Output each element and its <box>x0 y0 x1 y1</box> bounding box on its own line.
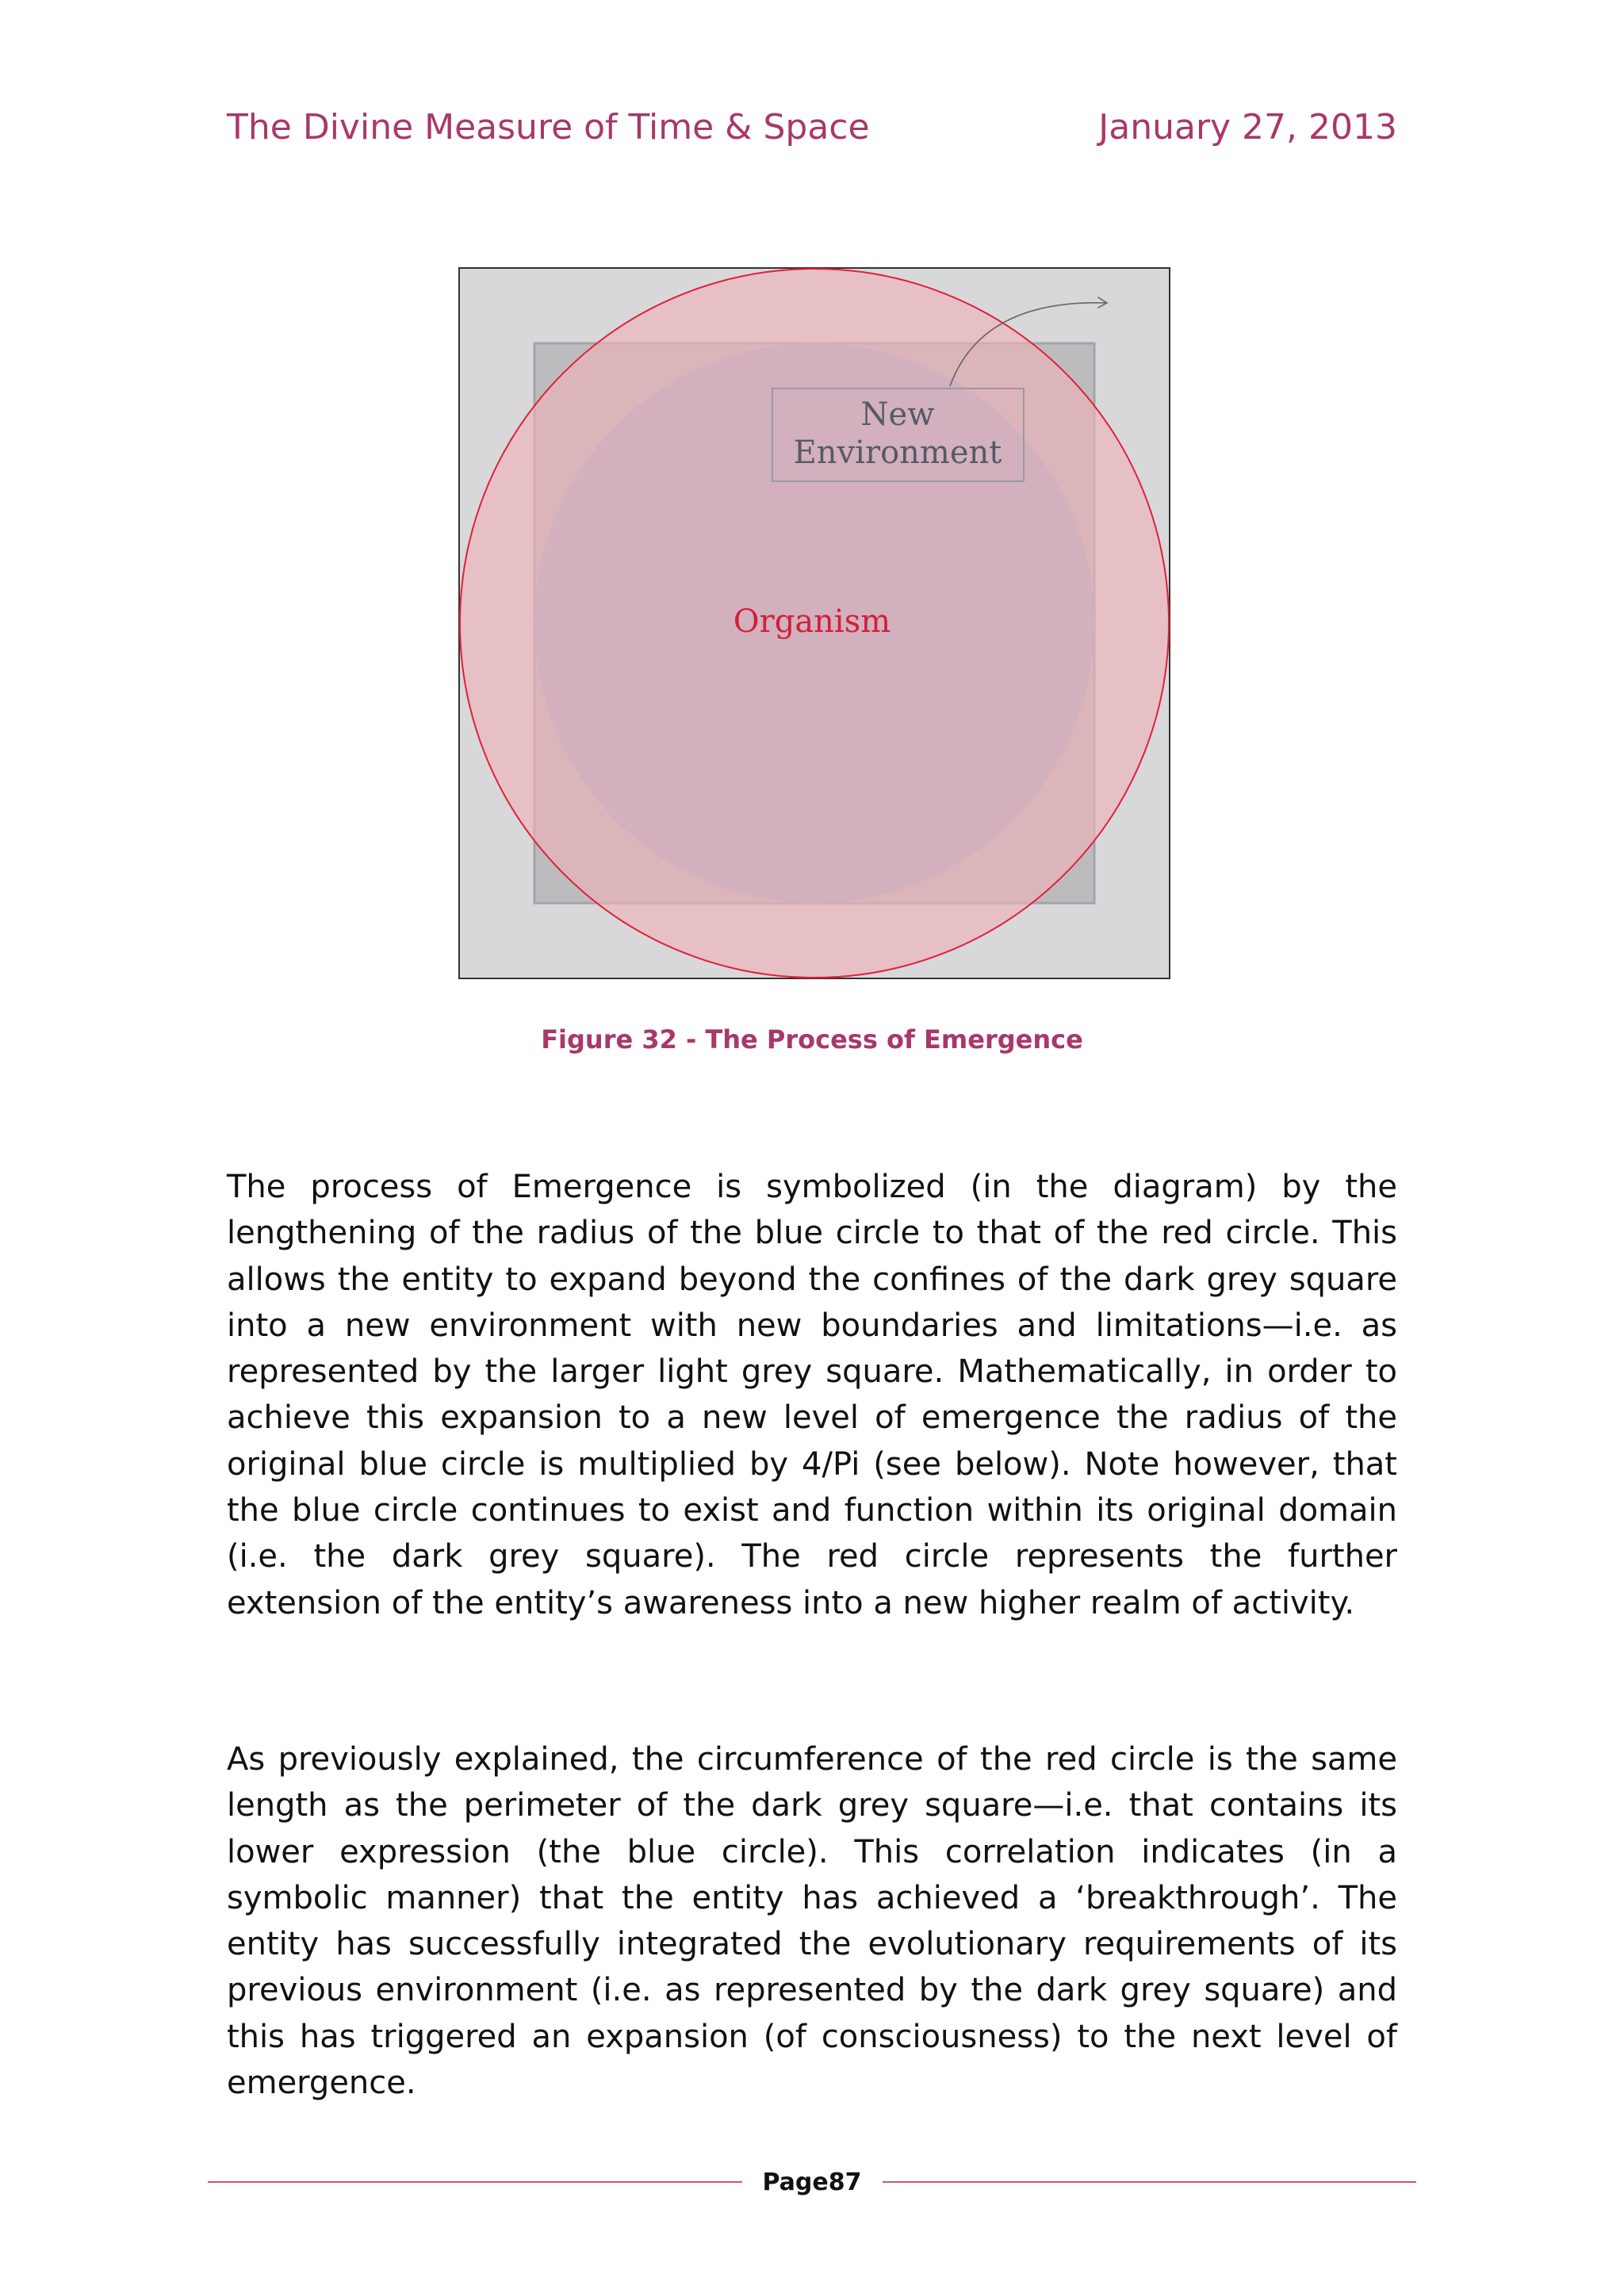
new-environment-label-line2: Environment <box>793 434 1002 471</box>
organism-label: Organism <box>733 603 891 640</box>
emergence-diagram <box>458 267 1170 979</box>
paragraph-emergence: The process of Emergence is symbolized (in the diagram) by the lengthening of the radius of the blue circle to that of the red circle. This allows the entity to expand beyond the confines of the dark grey square into a new environment with new boundaries and limitations—i.e. as represented by the larger light grey square. Mathematically, in order to achieve this expansion to a new level of emergence the radius of the original blue circle is multiplied by 4/Pi (see below). Note however, that the blue circle continues to exist and function within its original domain (i.e. the dark grey square). The red circle represents the further extension of the entity’s awareness into a new higher realm of activity. <box>227 1169 1397 1621</box>
new-environment-label-line1: New <box>860 396 935 433</box>
page-footer <box>208 2165 1416 2199</box>
document-title: The Divine Measure of Time & Space <box>227 107 870 147</box>
document-date: January 27, 2013 <box>1098 107 1397 147</box>
figure-caption: Figure 32 - The Process of Emergence <box>541 1024 1083 1055</box>
page-number: Page87 <box>762 2168 862 2196</box>
footer-rule-right <box>883 2181 1417 2183</box>
page-header <box>227 107 1397 147</box>
paragraph-circumference: As previously explained, the circumference of the red circle is the same length as the perimeter of the dark grey square—i.e. that contains its lower expression (the blue circle). This correlation indicates (in a symbolic manner) that the entity has achieved a ‘breakthrough’. The entity has successfully integrated the evolutionary requirements of its previous environment (i.e. as represented by the dark grey square) and this has triggered an expansion (of consciousness) to the next level of emergence. <box>227 1741 1397 2102</box>
footer-rule-left <box>208 2181 742 2183</box>
